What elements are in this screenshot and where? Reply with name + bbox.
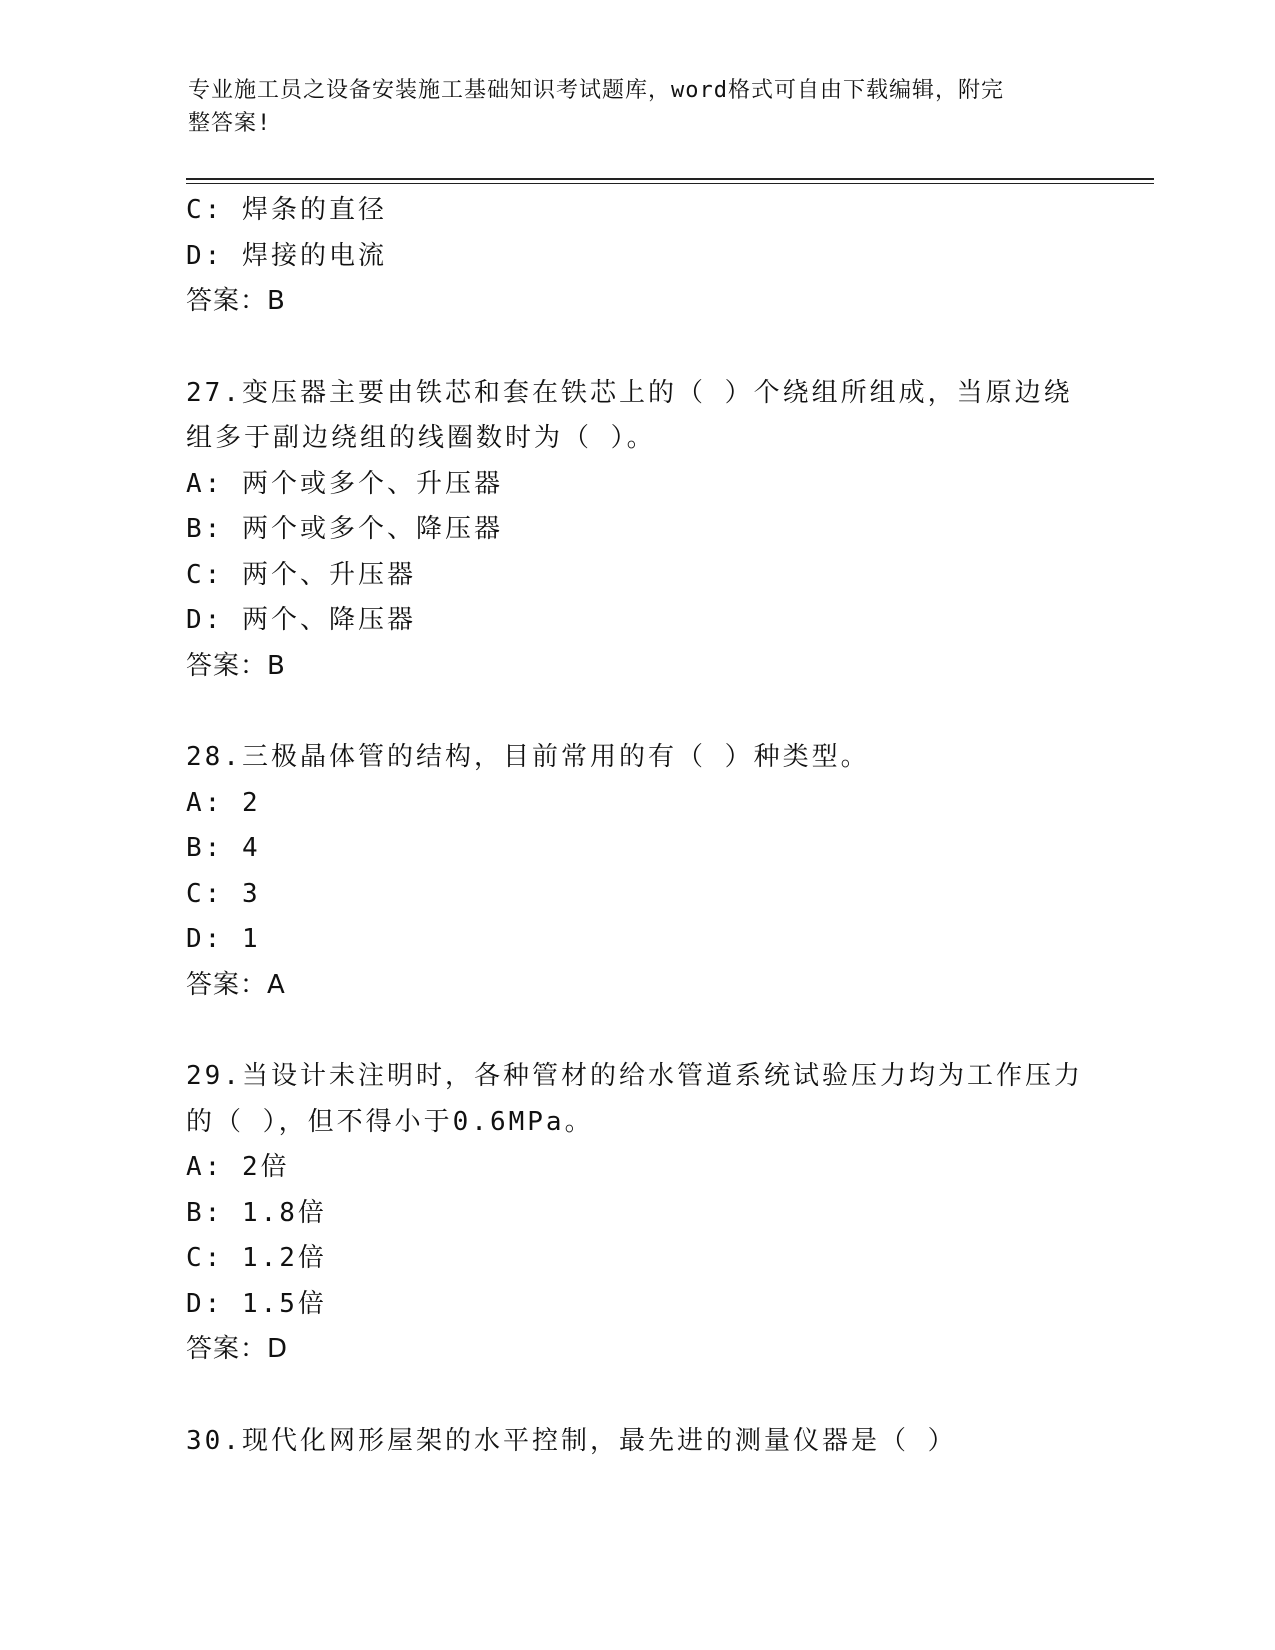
option-a: A: 2倍 (186, 1152, 290, 1182)
answer-line: 答案：A (186, 969, 286, 1000)
option-d: D: 1 (186, 924, 261, 954)
spacer (186, 1373, 1086, 1419)
option-d: D: 1.5倍 (186, 1288, 327, 1319)
option-c: C: 3 (186, 878, 261, 909)
header-line-2: 整答案! (188, 111, 272, 136)
question-stem: 30.现代化网形屋架的水平控制，最先进的测量仪器是（ ） (186, 1425, 957, 1456)
question-30 (186, 1419, 1086, 1465)
header-divider-thin (186, 183, 1154, 184)
option-b: B: 1.8倍 (186, 1197, 327, 1228)
spacer (186, 689, 1086, 735)
option-d: D: 两个、降压器 (186, 605, 416, 635)
question-27 (186, 371, 1086, 690)
question-stem: 29.当设计未注明时，各种管材的给水管道系统试验压力均为工作压力 (186, 1061, 1083, 1091)
option-b: B: 4 (186, 833, 261, 863)
option-c: C: 1.2倍 (186, 1243, 327, 1273)
option-d: D: 焊接的电流 (186, 240, 387, 271)
question-stem: 组多于副边绕组的线圈数时为（ ）。 (186, 423, 656, 453)
spacer (186, 325, 1086, 371)
document-header (188, 74, 1068, 140)
answer-line: 答案：B (186, 286, 286, 316)
spacer (186, 1008, 1086, 1054)
option-a: A: 两个或多个、升压器 (186, 468, 503, 499)
answer-line: 答案：D (186, 1334, 289, 1364)
question-29 (186, 1054, 1086, 1373)
question-stem: 的（ ），但不得小于0.6MPa。 (186, 1106, 594, 1137)
header-line-1: 专业施工员之设备安装施工基础知识考试题库，word格式可自由下载编辑，附完 (188, 78, 1004, 103)
question-stem: 27.变压器主要由铁芯和套在铁芯上的（ ）个绕组所组成，当原边绕 (186, 377, 1073, 408)
header-divider-thick (186, 178, 1154, 180)
option-c: C: 两个、升压器 (186, 559, 416, 590)
option-c: C: 焊条的直径 (186, 195, 387, 225)
option-b: B: 两个或多个、降压器 (186, 514, 503, 544)
question-stem: 28.三极晶体管的结构，目前常用的有（ ）种类型。 (186, 742, 870, 772)
question-list (186, 188, 1086, 1464)
option-a: A: 2 (186, 787, 261, 818)
question-26-continued (186, 188, 1086, 325)
question-28 (186, 735, 1086, 1008)
answer-line: 答案：B (186, 650, 286, 681)
